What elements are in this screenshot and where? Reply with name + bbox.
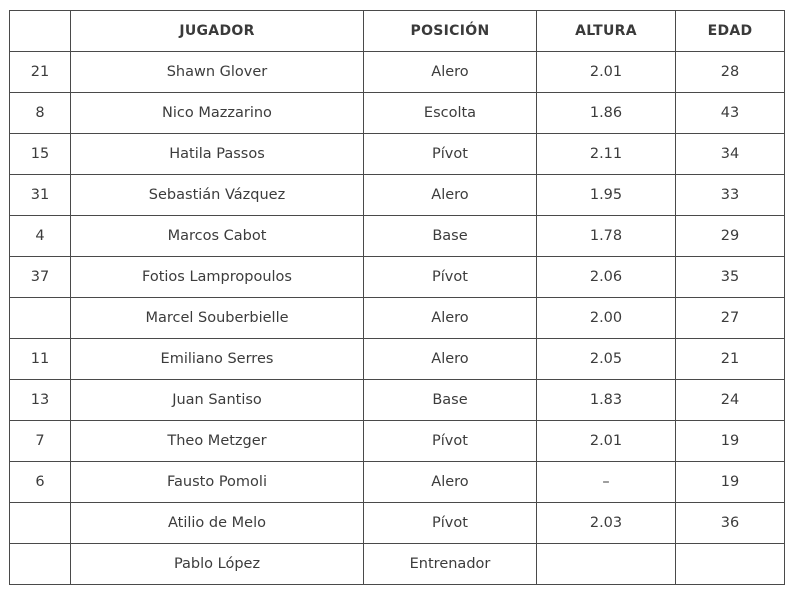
table-row <box>10 380 785 421</box>
cell-player: Pablo López <box>71 544 364 585</box>
cell-player: Shawn Glover <box>71 52 364 93</box>
cell-height: 1.95 <box>537 175 676 216</box>
cell-height: – <box>537 462 676 503</box>
cell-number: 15 <box>10 134 71 175</box>
cell-position: Pívot <box>364 503 537 544</box>
header-player: JUGADOR <box>71 11 364 52</box>
cell-position: Alero <box>364 298 537 339</box>
table-row <box>10 298 785 339</box>
cell-age: 29 <box>676 216 785 257</box>
header-position: POSICIÓN <box>364 11 537 52</box>
table-row <box>10 216 785 257</box>
cell-number: 7 <box>10 421 71 462</box>
table-row <box>10 462 785 503</box>
table-row <box>10 175 785 216</box>
table-row <box>10 257 785 298</box>
cell-height: 2.01 <box>537 52 676 93</box>
cell-age <box>676 544 785 585</box>
cell-position: Alero <box>364 462 537 503</box>
cell-height: 2.00 <box>537 298 676 339</box>
cell-player: Juan Santiso <box>71 380 364 421</box>
cell-player: Emiliano Serres <box>71 339 364 380</box>
cell-position: Alero <box>364 339 537 380</box>
cell-height: 2.01 <box>537 421 676 462</box>
cell-number: 13 <box>10 380 71 421</box>
cell-player: Hatila Passos <box>71 134 364 175</box>
cell-position: Alero <box>364 175 537 216</box>
cell-age: 43 <box>676 93 785 134</box>
cell-height <box>537 544 676 585</box>
table-header <box>10 11 785 52</box>
cell-age: 28 <box>676 52 785 93</box>
table-row <box>10 421 785 462</box>
table-row <box>10 339 785 380</box>
cell-number: 8 <box>10 93 71 134</box>
cell-player: Sebastián Vázquez <box>71 175 364 216</box>
cell-age: 21 <box>676 339 785 380</box>
table-row <box>10 93 785 134</box>
table-row <box>10 544 785 585</box>
cell-age: 34 <box>676 134 785 175</box>
cell-number: 21 <box>10 52 71 93</box>
table-body <box>10 52 785 585</box>
cell-height: 2.11 <box>537 134 676 175</box>
cell-player: Atilio de Melo <box>71 503 364 544</box>
cell-player: Fausto Pomoli <box>71 462 364 503</box>
cell-position: Alero <box>364 52 537 93</box>
cell-age: 35 <box>676 257 785 298</box>
cell-age: 36 <box>676 503 785 544</box>
cell-position: Entrenador <box>364 544 537 585</box>
cell-height: 1.83 <box>537 380 676 421</box>
header-height: ALTURA <box>537 11 676 52</box>
cell-height: 2.06 <box>537 257 676 298</box>
cell-number <box>10 503 71 544</box>
cell-position: Escolta <box>364 93 537 134</box>
header-row <box>10 11 785 52</box>
cell-player: Fotios Lampropoulos <box>71 257 364 298</box>
header-age: EDAD <box>676 11 785 52</box>
cell-position: Pívot <box>364 421 537 462</box>
cell-number <box>10 298 71 339</box>
cell-height: 1.86 <box>537 93 676 134</box>
cell-number <box>10 544 71 585</box>
cell-player: Nico Mazzarino <box>71 93 364 134</box>
cell-position: Base <box>364 216 537 257</box>
cell-number: 6 <box>10 462 71 503</box>
table-row <box>10 503 785 544</box>
cell-number: 37 <box>10 257 71 298</box>
cell-number: 11 <box>10 339 71 380</box>
cell-age: 27 <box>676 298 785 339</box>
cell-player: Marcel Souberbielle <box>71 298 364 339</box>
cell-age: 24 <box>676 380 785 421</box>
table-row <box>10 52 785 93</box>
cell-player: Marcos Cabot <box>71 216 364 257</box>
table-row <box>10 134 785 175</box>
cell-height: 2.05 <box>537 339 676 380</box>
cell-age: 19 <box>676 421 785 462</box>
cell-position: Pívot <box>364 134 537 175</box>
cell-age: 33 <box>676 175 785 216</box>
roster-table <box>9 10 785 585</box>
cell-height: 2.03 <box>537 503 676 544</box>
header-number <box>10 11 71 52</box>
cell-player: Theo Metzger <box>71 421 364 462</box>
cell-height: 1.78 <box>537 216 676 257</box>
cell-number: 31 <box>10 175 71 216</box>
cell-age: 19 <box>676 462 785 503</box>
cell-number: 4 <box>10 216 71 257</box>
cell-position: Base <box>364 380 537 421</box>
cell-position: Pívot <box>364 257 537 298</box>
